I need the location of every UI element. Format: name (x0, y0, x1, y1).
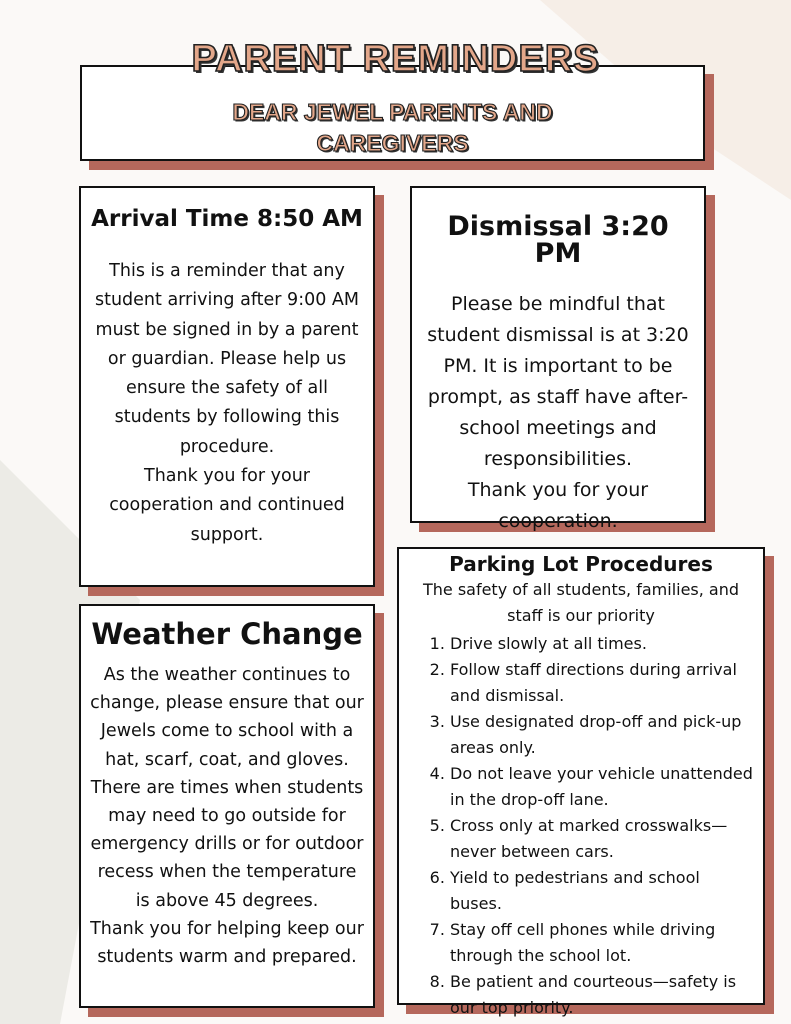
list-item: 8. Be patient and courteous—safety is our top priority. (450, 969, 755, 1021)
dismissal-thanks: Thank you for your cooperation. (467, 479, 649, 532)
parking-intro: The safety of all students, families, and staff is our priority (422, 580, 740, 625)
weather-thanks: Thank you for helping keep our students warm and prepared. (90, 918, 364, 968)
parking-heading: Parking Lot Procedures (449, 552, 713, 576)
arrival-heading: Arrival Time 8:50 AM (91, 206, 363, 232)
weather-card (79, 604, 375, 1008)
list-item: 6. Yield to pedestrians and school buses. (450, 865, 755, 917)
weather-body: As the weather continues to change, please ensure that our Jewels come to school with a hat, scarf, coat, and gloves. There are times when students may need to go outside for emergency drills or for outdoor recess when the temperature is above 45 degrees. (90, 665, 364, 911)
subtitle-line: DEAR JEWEL PARENTS AND (232, 99, 553, 125)
weather-heading: Weather Change (91, 617, 363, 651)
arrival-body: This is a reminder that any student arriving after 9:00 AM must be signed in by a parent or guardian. Please help us ensure the safety of all students by following this procedure. (94, 261, 359, 457)
subtitle (82, 97, 703, 159)
list-item: 7. Stay off cell phones while driving through the school lot. (450, 917, 755, 969)
page-title: PARENT REMINDERS (191, 38, 600, 80)
list-item: 1. Drive slowly at all times. (450, 631, 755, 657)
arrival-card (79, 186, 375, 587)
parking-list (407, 631, 755, 1021)
arrival-thanks: Thank you for your cooperation and continued support. (109, 466, 345, 545)
dismissal-body: Please be mindful that student dismissal is at 3:20 PM. It is important to be prompt, as staff have after-school meetings and responsibilities. (427, 293, 689, 470)
dismissal-card (410, 186, 706, 532)
dismissal-heading: Dismissal 3:20 PM (447, 211, 669, 269)
list-item: 4. Do not leave your vehicle unattended in the drop-off lane. (450, 761, 755, 813)
list-item: 2. Follow staff directions during arrival and dismissal. (450, 657, 755, 709)
list-item: 5. Cross only at marked crosswalks—never between cars. (450, 813, 755, 865)
subtitle-line: CAREGIVERS (316, 130, 469, 156)
parking-card (397, 547, 765, 1017)
list-item: 3. Use designated drop-off and pick-up areas only. (450, 709, 755, 761)
